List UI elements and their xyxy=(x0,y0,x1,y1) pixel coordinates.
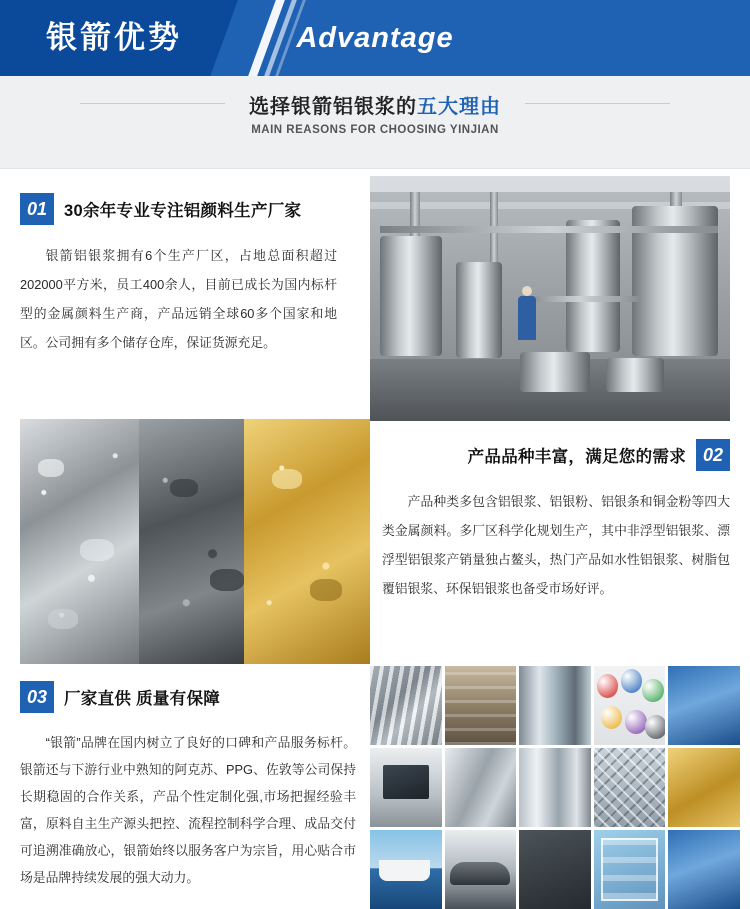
collage-cell-gold-sheet xyxy=(668,748,740,827)
section-02-head-row xyxy=(382,439,730,471)
section-03-body: “银箭”品牌在国内树立了良好的口碑和产品服务标杆。银箭还与下游行业中熟知的阿克苏、PPG、佐敦等公司保持长期稳固的合作关系，产品个性定制化强,市场把握经验丰富，原料自主生产源头把控、流程控制科学合理、成品交付可追溯准确放心，银箭始终以服务客户为宗旨，用心贴合市场是品牌持续发展的强大动力。 xyxy=(20,735,356,885)
factory-production-line-photo xyxy=(370,176,730,421)
collage-cell-dark-metal xyxy=(519,830,591,909)
section-02-number: 02 xyxy=(696,439,730,471)
page-header xyxy=(0,0,750,76)
collage-cell-rolls xyxy=(519,748,591,827)
collage-cell-car xyxy=(445,830,517,909)
collage-cell-shelf xyxy=(445,666,517,745)
subtitle-cn-highlight: 五大理由 xyxy=(417,96,501,118)
collage-cell-ship xyxy=(370,830,442,909)
section-01-number: 01 xyxy=(20,193,54,225)
header-title-cn: 银箭优势 xyxy=(46,20,182,55)
section-03-heading: 厂家直供 质量有保障 xyxy=(64,690,221,708)
section-02-text xyxy=(370,415,750,603)
section-03-text xyxy=(0,661,370,891)
section-01-heading: 30余年专业专注铝颜料生产厂家 xyxy=(64,202,302,220)
section-01-text xyxy=(0,169,355,357)
collage-cell-structure xyxy=(594,748,666,827)
metal-powder-samples-photo xyxy=(20,419,370,664)
collage-cell-aluminium xyxy=(445,748,517,827)
collage-cell-blue-panel xyxy=(668,666,740,745)
section-03-head-row xyxy=(20,681,356,713)
collage-cell-laptop xyxy=(370,748,442,827)
section-02-body: 产品种类多包含铝银浆、铝银粉、铝银条和铜金粉等四大类金属颜料。多厂区科学化规划生产，其中非浮型铝银浆、漂浮型铝银浆产销量独占鳌头，热门产品如水性铝银浆、树脂包覆铝银浆、环保铝银浆也备受市场好评。 xyxy=(382,494,730,596)
section-03-number: 03 xyxy=(20,681,54,713)
header-title-en: Advantage xyxy=(296,22,454,54)
section-01-body: 银箭铝银浆拥有6个生产厂区，占地总面积超过202000平方米，员工400余人，目前已成长为国内标杆型的金属颜料生产商，产品远销全球60多个国家和地区。公司拥有多个储存仓库，保证货源充足。 xyxy=(20,248,337,350)
section-02-heading: 产品品种丰富，满足您的需求 xyxy=(467,448,686,466)
subtitle-en: MAIN REASONS FOR CHOOSING YINJIAN xyxy=(251,124,499,136)
subtitle-cn-prefix: 选择银箭铝银浆的 xyxy=(249,96,417,118)
collage-cell-pipes xyxy=(370,666,442,745)
subtitle-cn xyxy=(0,90,750,119)
collage-cell-window xyxy=(594,830,666,909)
collage-cell-balls xyxy=(594,666,666,745)
collage-cell-cylinder xyxy=(519,666,591,745)
application-collage-photo xyxy=(370,666,740,909)
section-01-head-row xyxy=(20,193,337,225)
collage-cell-blue-panel-2 xyxy=(668,830,740,909)
subtitle-band xyxy=(0,76,750,169)
